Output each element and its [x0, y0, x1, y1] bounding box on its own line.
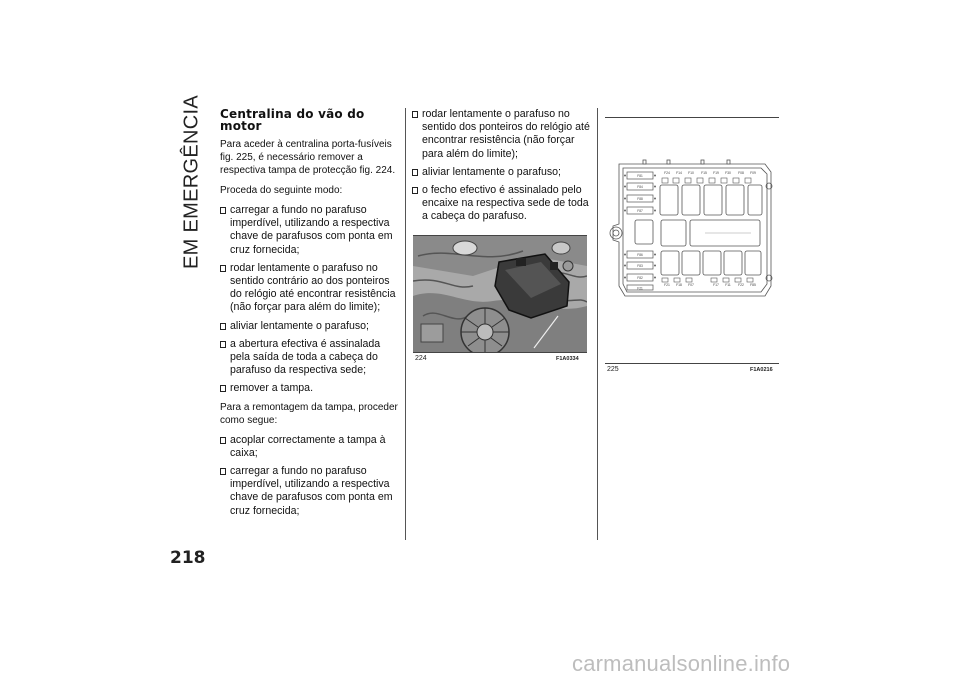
fuse-label: F87 — [637, 209, 643, 213]
fuse-label: F07 — [688, 283, 694, 287]
fuse-label: F85 — [750, 283, 756, 287]
fuse-label: F17 — [713, 283, 719, 287]
figure-224-number: 224 — [415, 355, 427, 362]
checkbox-bullet-icon — [220, 468, 226, 475]
fuse-label: F21 — [637, 286, 643, 291]
remount-step-item: acoplar correctamente a tampa à caixa; — [220, 434, 400, 460]
fuse-label: F82 — [637, 276, 643, 280]
fuse-label: F30 — [725, 171, 731, 175]
proceed-paragraph: Proceda do seguinte modo: — [220, 185, 343, 196]
checkbox-bullet-icon — [220, 265, 226, 272]
text-column-1 — [220, 108, 400, 523]
fuse-label: F10 — [688, 171, 694, 175]
step-item: aliviar lentamente o parafuso; — [220, 320, 400, 333]
checkbox-bullet-icon — [220, 341, 226, 348]
fuse-label: F88 — [637, 197, 643, 201]
step-item: o fecho efectivo é assinalado pelo encaixe na respectiva sede de toda a cabeça do parafuso. — [412, 184, 590, 224]
fuse-label: F15 — [701, 171, 707, 175]
fuse-label: F81 — [637, 174, 643, 178]
step-item: a abertura efectiva é assinalada pela saída de toda a cabeça do parafuso da respectiva sede; — [220, 338, 400, 378]
step-item: rodar lentamente o parafuso no sentido contrário ao dos ponteiros do relógio até encontrar resistência (não forçar para além do limite); — [220, 262, 400, 315]
column-divider-1 — [405, 108, 406, 540]
checkbox-bullet-icon — [220, 437, 226, 444]
checkbox-bullet-icon — [220, 207, 226, 214]
fuse-label: F84 — [637, 185, 643, 189]
figure-224-code: F1A0334 — [556, 356, 579, 362]
figure-225-fuse-box-diagram — [605, 150, 779, 310]
fuse-label: F08 — [738, 171, 744, 175]
step-item: carregar a fundo no parafuso imperdível, utilizando a respectiva chave de parafusos com ponta em cruz fornecida; — [220, 204, 400, 257]
fuse-label: F14 — [676, 171, 682, 175]
step-item: remover a tampa. — [220, 382, 400, 395]
fuse-label: F83 — [637, 264, 643, 268]
figure-224-engine-photo — [413, 236, 587, 352]
checkbox-bullet-icon — [412, 169, 418, 176]
column-divider-2 — [597, 108, 598, 540]
remount-paragraph: Para a remontagem da tampa, proceder como segue: — [220, 401, 398, 426]
watermark-text: carmanualsonline.info — [572, 651, 791, 676]
remount-step-item: carregar a fundo no parafuso imperdível, utilizando a respectiva chave de parafusos com ponta em cruz fornecida; — [220, 465, 400, 518]
fuse-label: F09 — [750, 171, 756, 175]
step-item: aliviar lentamente o parafuso; — [412, 166, 590, 179]
text-column-2 — [412, 108, 590, 229]
step-item: rodar lentamente o parafuso no sentido dos ponteiros do relógio até encontrar resistência (não forçar para além do limite); — [412, 108, 590, 161]
fuse-label: F21 — [664, 283, 670, 287]
fuse-label: F18 — [676, 283, 682, 287]
side-title-text: EM EMERGÊNCIA — [180, 95, 203, 269]
figure-225-top-rule — [605, 117, 779, 118]
figure-224-bottom-rule — [413, 352, 587, 353]
figure-225-bottom-rule — [605, 363, 779, 364]
figure-225-code: F1A0216 — [750, 367, 773, 373]
fuse-label: F11 — [725, 283, 731, 287]
figure-225-number: 225 — [607, 366, 619, 373]
side-section-title — [172, 95, 212, 269]
fuse-label: F22 — [738, 283, 744, 287]
fuse-label: F19 — [713, 171, 719, 175]
page-number: 218 — [170, 548, 206, 568]
fuse-label: F24 — [664, 171, 670, 175]
fuse-label: F86 — [637, 253, 643, 257]
checkbox-bullet-icon — [412, 111, 418, 118]
intro-paragraph: Para aceder à centralina porta-fusíveis fig. 225, é necessário remover a respectiva tampa de protecção fig. 224. — [220, 139, 396, 176]
checkbox-bullet-icon — [220, 323, 226, 330]
checkbox-bullet-icon — [412, 187, 418, 194]
section-heading: Centralina do vão do motor — [220, 107, 365, 133]
checkbox-bullet-icon — [220, 385, 226, 392]
